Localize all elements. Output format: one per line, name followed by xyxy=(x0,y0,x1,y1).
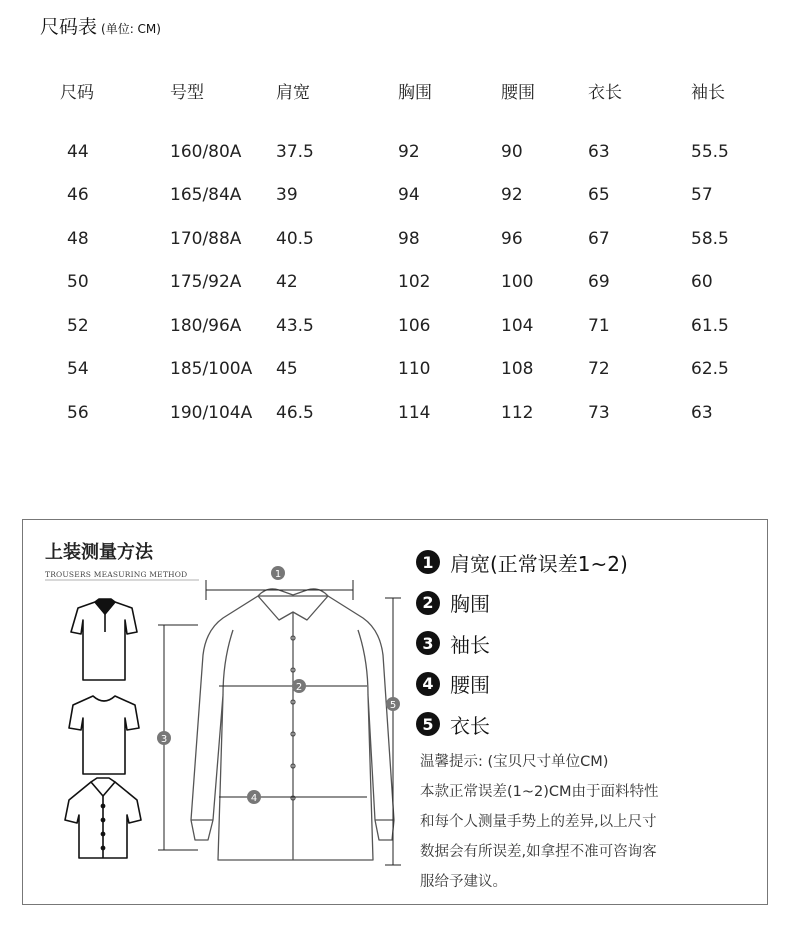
marker-2 xyxy=(292,679,306,693)
cell-size: 44 xyxy=(67,141,89,162)
table-row xyxy=(42,217,751,261)
svg-text:3: 3 xyxy=(160,734,168,745)
cell-waist: 112 xyxy=(501,402,534,423)
cell-length: 71 xyxy=(588,315,610,336)
cell-length: 69 xyxy=(588,272,610,293)
marker-1 xyxy=(271,566,285,580)
tips-line: 本款正常误差(1~2)CM由于面料特性 xyxy=(420,784,659,800)
number-5-icon: 5 xyxy=(416,712,440,736)
size-table xyxy=(42,70,751,435)
button-shirt-icon xyxy=(65,778,141,858)
cell-sleeve: 62.5 xyxy=(691,359,729,380)
cell-fit: 180/96A xyxy=(170,315,242,336)
legend-item-waist xyxy=(416,664,628,705)
cell-sleeve: 57 xyxy=(691,185,713,206)
legend-item-length xyxy=(416,704,628,745)
measure-subtitle: TROUSERS MEASURING METHOD xyxy=(45,570,188,579)
header-size: 尺码 xyxy=(60,82,94,103)
measuring-method-panel xyxy=(22,519,768,905)
table-row xyxy=(42,348,751,392)
cell-chest: 94 xyxy=(398,185,420,206)
cell-size: 54 xyxy=(67,359,89,380)
table-row xyxy=(42,261,751,305)
cell-shoulder: 37.5 xyxy=(276,141,314,162)
unit-label: (单位: CM) xyxy=(101,22,161,36)
cell-length: 65 xyxy=(588,185,610,206)
cell-size: 50 xyxy=(67,272,89,293)
t-shirt-icon xyxy=(69,696,139,774)
header-chest: 胸围 xyxy=(398,82,432,103)
header-length: 衣长 xyxy=(588,82,622,103)
tips-line: 服给予建议。 xyxy=(420,874,507,890)
cell-shoulder: 39 xyxy=(276,185,298,206)
cell-sleeve: 61.5 xyxy=(691,315,729,336)
cell-length: 73 xyxy=(588,402,610,423)
legend-label: 衣长 xyxy=(450,713,490,738)
cell-fit: 190/104A xyxy=(170,402,253,423)
cell-length: 72 xyxy=(588,359,610,380)
legend-item-shoulder xyxy=(416,542,628,583)
measure-legend xyxy=(416,542,628,745)
cell-waist: 108 xyxy=(501,359,534,380)
tips-block xyxy=(420,747,760,897)
cell-fit: 160/80A xyxy=(170,141,242,162)
marker-4 xyxy=(247,790,261,804)
cell-length: 63 xyxy=(588,141,610,162)
svg-text:1: 1 xyxy=(274,569,282,580)
cell-shoulder: 40.5 xyxy=(276,228,314,249)
table-row xyxy=(42,304,751,348)
header-waist: 腰围 xyxy=(501,82,535,103)
legend-item-sleeve xyxy=(416,623,628,664)
table-row xyxy=(42,174,751,218)
long-sleeve-shirt-illustration xyxy=(191,589,397,860)
measure-title: 上装测量方法 xyxy=(45,542,153,563)
number-4-icon: 4 xyxy=(416,672,440,696)
cell-fit: 175/92A xyxy=(170,272,242,293)
marker-3 xyxy=(157,731,171,745)
size-chart-title: 尺码表 (单位: CM) xyxy=(40,16,161,38)
cell-waist: 100 xyxy=(501,272,534,293)
cell-shoulder: 45 xyxy=(276,359,298,380)
cell-waist: 92 xyxy=(501,185,523,206)
number-3-icon: 3 xyxy=(416,631,440,655)
number-1-icon: 1 xyxy=(416,550,440,574)
cell-chest: 98 xyxy=(398,228,420,249)
header-sleeve: 袖长 xyxy=(691,82,725,103)
legend-item-chest xyxy=(416,583,628,624)
marker-5 xyxy=(386,697,400,711)
cell-size: 46 xyxy=(67,185,89,206)
cell-sleeve: 63 xyxy=(691,402,713,423)
cell-chest: 114 xyxy=(398,402,431,423)
cell-shoulder: 43.5 xyxy=(276,315,314,336)
legend-label: 肩宽(正常误差1~2) xyxy=(450,551,628,576)
cell-waist: 96 xyxy=(501,228,523,249)
cell-shoulder: 42 xyxy=(276,272,298,293)
cell-sleeve: 60 xyxy=(691,272,713,293)
cell-shoulder: 46.5 xyxy=(276,402,314,423)
cell-waist: 104 xyxy=(501,315,534,336)
cell-chest: 106 xyxy=(398,315,431,336)
table-row xyxy=(42,391,751,435)
legend-label: 腰围 xyxy=(450,673,490,698)
tips-line: 温馨提示: (宝贝尺寸单位CM) xyxy=(420,754,609,770)
cell-sleeve: 58.5 xyxy=(691,228,729,249)
cell-size: 56 xyxy=(67,402,89,423)
header-shoulder: 肩宽 xyxy=(276,82,310,103)
number-2-icon: 2 xyxy=(416,591,440,615)
cell-fit: 165/84A xyxy=(170,185,242,206)
table-header-row xyxy=(42,70,751,110)
tips-line: 和每个人测量手势上的差异,以上尺寸 xyxy=(420,814,657,830)
svg-text:2: 2 xyxy=(295,682,303,693)
cell-size: 48 xyxy=(67,228,89,249)
cell-length: 67 xyxy=(588,228,610,249)
svg-text:4: 4 xyxy=(250,793,258,804)
cell-size: 52 xyxy=(67,315,89,336)
tips-line: 数据会有所误差,如拿捏不准可咨询客 xyxy=(420,844,657,860)
cell-sleeve: 55.5 xyxy=(691,141,729,162)
cell-fit: 185/100A xyxy=(170,359,253,380)
cell-fit: 170/88A xyxy=(170,228,242,249)
polo-shirt-icon xyxy=(71,599,137,680)
table-row xyxy=(42,130,751,174)
legend-label: 袖长 xyxy=(450,632,490,657)
cell-waist: 90 xyxy=(501,141,523,162)
cell-chest: 92 xyxy=(398,141,420,162)
cell-chest: 102 xyxy=(398,272,431,293)
cell-chest: 110 xyxy=(398,359,431,380)
header-fit: 号型 xyxy=(170,82,204,103)
legend-label: 胸围 xyxy=(450,592,490,617)
svg-text:5: 5 xyxy=(389,700,397,711)
